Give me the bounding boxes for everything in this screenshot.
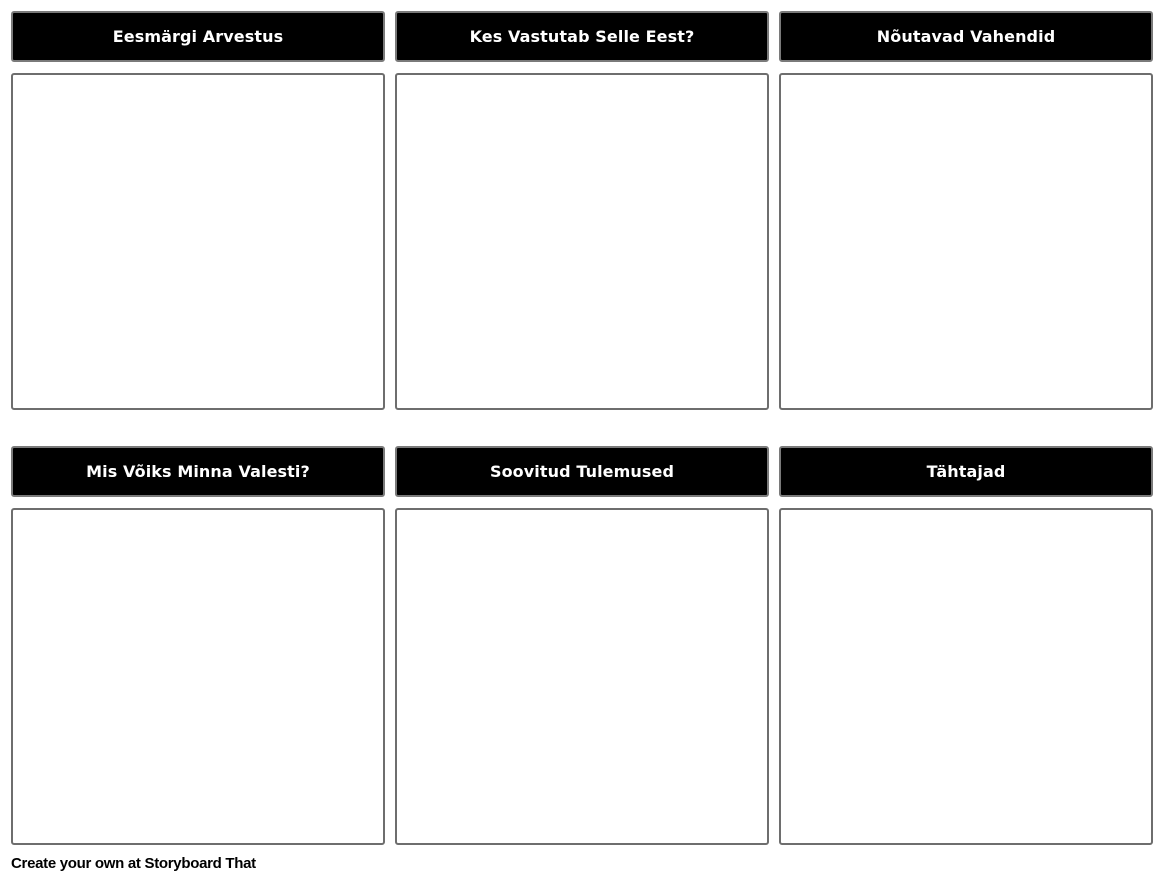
cell-title[interactable]: Eesmärgi Arvestus [11, 11, 385, 62]
cell-panel[interactable] [11, 73, 385, 410]
cell-panel[interactable] [779, 508, 1153, 845]
footer-attribution: Create your own at Storyboard That [11, 855, 256, 872]
cell-title[interactable]: Nõutavad Vahendid [779, 11, 1153, 62]
cell-panel[interactable] [395, 508, 769, 845]
cell-panel[interactable] [779, 73, 1153, 410]
cell-title[interactable]: Soovitud Tulemused [395, 446, 769, 497]
cell-title[interactable]: Tähtajad [779, 446, 1153, 497]
cell-panel[interactable] [395, 73, 769, 410]
cell-panel[interactable] [11, 508, 385, 845]
cell-title[interactable]: Mis Võiks Minna Valesti? [11, 446, 385, 497]
cell-title[interactable]: Kes Vastutab Selle Eest? [395, 11, 769, 62]
